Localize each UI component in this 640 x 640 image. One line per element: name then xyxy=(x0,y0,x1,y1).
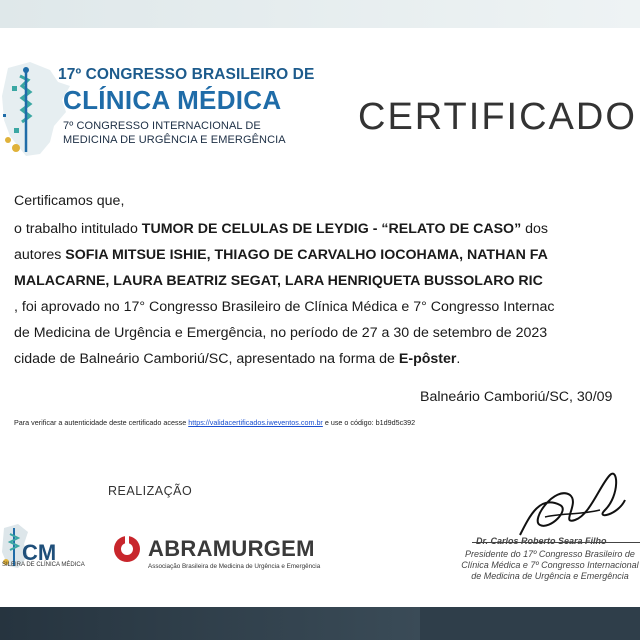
bottom-band xyxy=(0,607,640,640)
body-line-format xyxy=(14,346,640,372)
body-line-authors xyxy=(14,242,640,268)
body-line-period: de Medicina de Urgência e Emergência, no período de 27 a 30 de setembro de 2023 xyxy=(14,325,548,341)
certificate-body xyxy=(14,188,640,372)
abramurgem-name: ABRAMURGEM xyxy=(148,536,315,561)
verification-suffix: e use o código: b1d9d5c392 xyxy=(322,418,416,427)
realizacao-label: REALIZAÇÃO xyxy=(108,484,193,498)
body-text-segment: . xyxy=(456,351,461,367)
signatory-role-3: de Medicina de Urgência e Emergência xyxy=(471,571,629,581)
body-line-approved: , foi aprovado no 17° Congresso Brasileiro de Clínica Médica e 7° Congresso Internac xyxy=(14,299,555,315)
signatory-role-1: Presidente do 17º Congresso Brasileiro de xyxy=(465,549,635,559)
signatory-role-2: Clínica Médica e 7º Congresso Internacional xyxy=(461,560,639,570)
work-title: TUMOR DE CELULAS DE LEYDIG - “RELATO DE CASO” xyxy=(141,221,522,237)
verification-link[interactable]: https://validacertificados.iweventos.com.br xyxy=(188,418,323,427)
congress-international-1: 7º CONGRESSO INTERNACIONAL DE xyxy=(63,120,261,132)
authors-names: SOFIA MITSUE ISHIE, THIAGO DE CARVALHO IOCOHAMA, NATHAN FA xyxy=(65,247,548,263)
presentation-format: E-pôster xyxy=(398,351,457,367)
authors-names-cont: MALACARNE, LAURA BEATRIZ SEGAT, LARA HENRIQUETA BUSSOLARO RIC xyxy=(14,273,543,289)
body-line-work xyxy=(14,216,640,242)
verification-prefix: Para verificar a autenticidade deste certificado acesse xyxy=(14,418,189,427)
abramurgem-logo-icon xyxy=(112,532,142,566)
body-text-segment: dos xyxy=(521,221,549,237)
verification-note xyxy=(14,418,415,427)
top-band xyxy=(0,0,640,28)
body-text-segment: o trabalho intitulado xyxy=(14,221,142,237)
body-line-authors-cont xyxy=(14,268,640,294)
certificate-title: CERTIFICADO xyxy=(358,96,637,138)
body-text-segment: cidade de Balneário Camboriú/SC, apresentado na forma de xyxy=(14,351,399,367)
body-intro: Certificamos que, xyxy=(14,193,125,209)
signatory-name: Dr. Carlos Roberto Seara Filho xyxy=(476,536,607,546)
signatory-role xyxy=(455,549,640,582)
place-date: Balneário Camboriú/SC, 30/09 xyxy=(420,389,613,405)
body-text-segment: autores xyxy=(14,247,66,263)
congress-logo xyxy=(0,56,315,166)
sbcm-logo-icon xyxy=(0,522,80,592)
congress-line: 17º CONGRESSO BRASILEIRO DE xyxy=(58,66,315,83)
sbcm-abbr: CM xyxy=(22,540,57,565)
congress-international-2: MEDICINA DE URGÊNCIA E EMERGÊNCIA xyxy=(63,134,286,146)
abramurgem-subtitle: Associação Brasileira de Medicina de Urgência e Emergência xyxy=(148,563,321,570)
congress-main-title: CLÍNICA MÉDICA xyxy=(63,85,282,115)
sbcm-text: SILEIRA DE CLÍNICA MÉDICA xyxy=(2,562,85,568)
